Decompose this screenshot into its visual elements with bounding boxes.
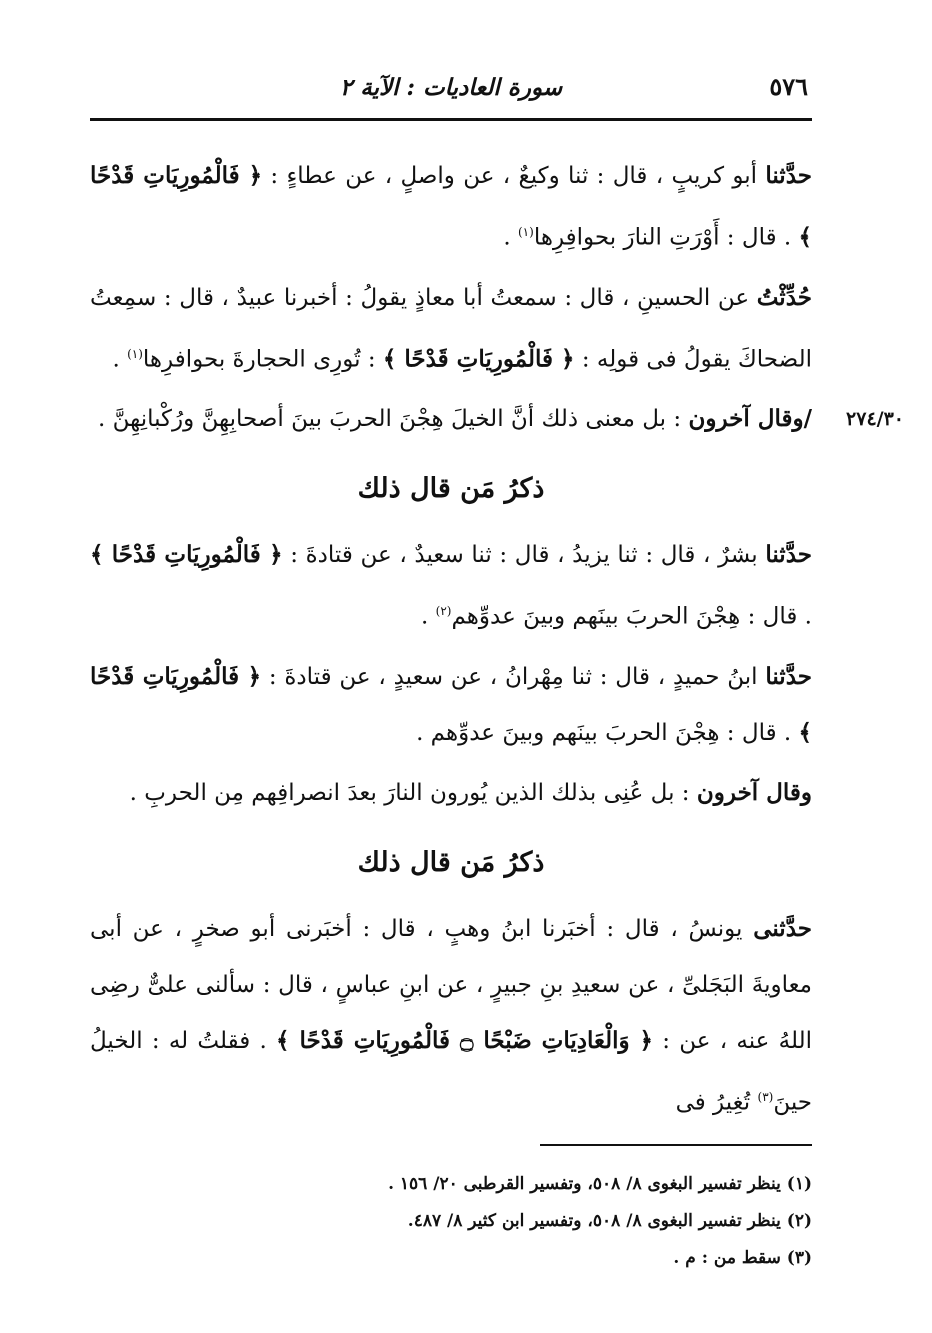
paragraph-text: يونسُ ، قال : أخبَرنا ابنُ وهبٍ ، قال : أخبَرنى أبو صخرٍ ، عن أبى معاويةَ البَجَلىِّ ، عن سعيدِ بنِ جبيرٍ ، عن ابنِ عباسٍ ، قال : سألنى علىٌّ رضِى اللهُ عنه ، عن :: [90, 915, 812, 1054]
footnotes: [212, 1166, 812, 1277]
narration-lead: /وقال آخرون: [688, 405, 812, 433]
paragraph-text: . فقلتُ له : الخيلُ حينَ: [90, 1027, 812, 1116]
paragraph: [90, 391, 904, 447]
paragraph-text: أبو كريبٍ ، قال : ثنا وكيعٌ ، عن واصلٍ ، عن عطاءٍ :: [262, 163, 766, 189]
footnote: (٢) ينظر تفسير البغوى ٨/ ٥٠٨، وتفسير ابن كثير ٨/ ٤٨٧.: [407, 1211, 812, 1231]
paragraph: [90, 270, 812, 388]
footnote-marker[interactable]: (١): [517, 225, 534, 239]
margin-reference: ٢٧٤/٣٠: [846, 408, 904, 431]
footnote: (٣) سقط من : م .: [673, 1248, 812, 1268]
paragraph-text: : بل معنى ذلك أنَّ الخيلَ هِجْنَ الحربَ بينَ أصحابِهِنَّ ورُكْبانِهِنَّ .: [97, 406, 689, 433]
narration-lead: وقال آخرون: [696, 778, 812, 806]
paragraph-text: . قال : هِجْنَ الحربَ بينَهم وبينَ عدوِّهم: [451, 603, 812, 630]
quran-quote: ﴿ فَالْمُورِيَاتِ قَدْحًا ﴾: [90, 662, 812, 746]
page-number: ٥٧٦: [769, 72, 808, 101]
page-body: [90, 148, 904, 1135]
paragraph: [90, 148, 812, 266]
paragraph: [90, 765, 812, 821]
paragraph-text: .: [503, 224, 518, 251]
paragraph: [90, 527, 812, 645]
narration-lead: حدَّثنا: [765, 662, 812, 690]
footnote-marker[interactable]: (٢): [435, 604, 452, 619]
footnote-divider: [540, 1144, 812, 1146]
paragraph-text: ابنُ حميدٍ ، قال : ثنا مِهْرانُ ، عن سعيدٍ ، عن قتادةَ :: [261, 663, 766, 690]
paragraph-text: تُغِيرُ فى: [675, 1089, 758, 1116]
section-heading: ذكرُ مَن قال ذلك: [357, 846, 545, 878]
paragraph: [90, 901, 812, 1131]
footnote: (١) ينظر تفسير البغوى ٨/ ٥٠٨، وتفسير القرطبى ٢٠/ ١٥٦ .: [388, 1174, 812, 1194]
paragraph-text: .: [112, 346, 128, 373]
quran-quote: ﴿ فَالْمُورِيَاتِ قَدْحًا ﴾: [382, 345, 575, 373]
running-head: سورة العاديات : الآية ٢: [339, 74, 563, 101]
paragraph: [90, 649, 812, 761]
narration-lead: حدَّثنى: [753, 914, 812, 942]
narration-lead: حُدِّثْتُ: [756, 283, 812, 311]
section-heading: ذكرُ مَن قال ذلك: [357, 473, 545, 505]
quran-quote: ﴿ فَالْمُورِيَاتِ قَدْحًا ﴾: [90, 162, 812, 251]
paragraph-text: .: [421, 603, 436, 630]
paragraph-text: : بل عُنِى بذلك الذين يُورون النارَ بعدَ انصرافِهم مِن الحربِ .: [129, 779, 697, 806]
paragraph-text: عن الحسينِ ، قال : سمعتُ أبا معاذٍ يقولُ : أخبرنا عبيدٌ ، قال : سمِعتُ الضحاكَ يقولُ فى قولِه :: [90, 284, 812, 373]
narration-lead: حدَّثنا: [765, 162, 812, 189]
paragraph-text: : تُورِى الحجارةَ بحوافرِها: [142, 346, 383, 373]
quran-quote: ﴿ وَالْعَادِيَاتِ ضَبْحًا ۝ فَالْمُورِيَاتِ قَدْحًا ﴾: [276, 1026, 654, 1054]
footnote-marker[interactable]: (١): [127, 346, 143, 361]
paragraph-text: بشرٌ ، قال : ثنا يزيدُ ، قال : ثنا سعيدٌ ، عن قتادةَ :: [282, 542, 766, 569]
page-header: [90, 62, 812, 121]
paragraph-text: . قال : هِجْنَ الحربَ بينَهم وبينَ عدوِّهم .: [416, 719, 799, 746]
quran-quote: ﴿ فَالْمُورِيَاتِ قَدْحًا ﴾: [90, 541, 283, 569]
narration-lead: حدَّثنا: [765, 541, 812, 569]
footnote-marker[interactable]: (٣): [757, 1089, 774, 1104]
paragraph-text: . قال : أَوْرَتِ النارَ بحوافِرِها: [533, 224, 799, 251]
